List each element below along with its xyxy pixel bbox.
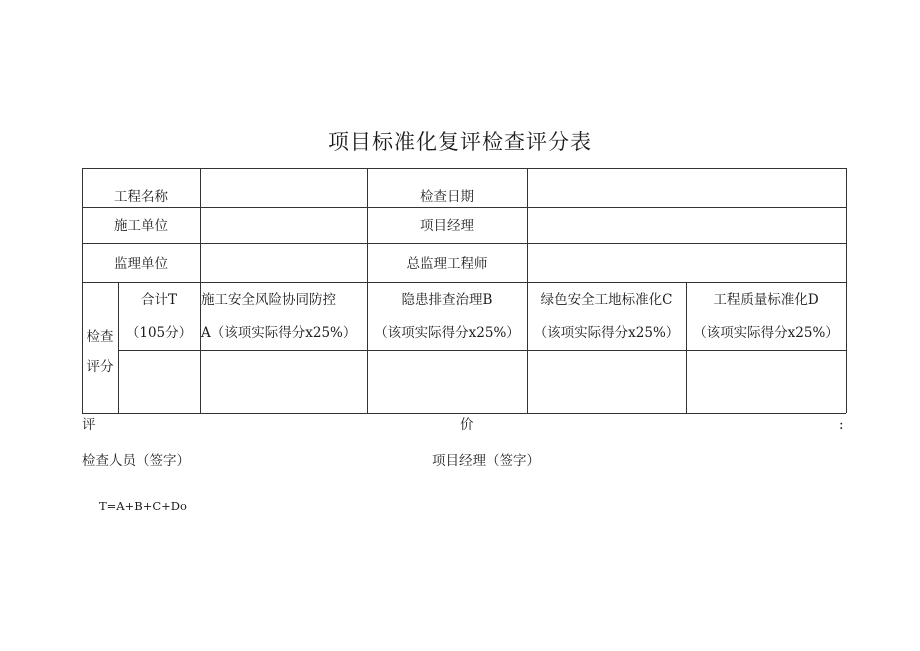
item-c-header-line2: （该项实际得分x25%） (533, 325, 680, 341)
evaluation-label-char2: 价 (460, 417, 474, 433)
item-b-header-line2: （该项实际得分x25%） (374, 325, 520, 341)
total-header-line1: 合计T (140, 292, 177, 308)
total-header-line2: （105分） (125, 325, 193, 341)
project-name-label: 工程名称 (114, 189, 168, 205)
score-row-label-line2: 评分 (86, 359, 114, 375)
item-b-header-line1: 隐患排查治理B (401, 292, 493, 308)
chief-supervisor-label: 总监理工程师 (406, 256, 488, 272)
item-d-header-line2: （该项实际得分x25%） (693, 325, 839, 341)
score-row-label-line1: 检查 (86, 329, 114, 345)
table-border-right (846, 168, 847, 413)
evaluation-colon: : (839, 417, 844, 433)
form-title: 项目标准化复评检查评分表 (328, 130, 592, 154)
construction-unit-label: 施工单位 (114, 218, 168, 234)
row-divider (82, 243, 846, 244)
table-border-top (82, 168, 846, 169)
row-divider (82, 282, 846, 283)
inspector-signature-label: 检查人员（签字） (82, 453, 190, 469)
supervision-unit-label: 监理单位 (114, 256, 168, 272)
manager-signature-label: 项目经理（签字） (432, 453, 540, 469)
item-d-header-line1: 工程质量标准化D (713, 292, 819, 308)
row-divider (82, 207, 846, 208)
item-c-header-line1: 绿色安全工地标准化C (540, 292, 673, 308)
evaluation-label-char1: 评 (82, 417, 96, 433)
row-divider (118, 350, 846, 351)
project-manager-label: 项目经理 (420, 218, 474, 234)
table-border-bottom (82, 413, 846, 414)
item-a-header-line1: 施工安全风险协同防控 (201, 292, 336, 308)
item-a-header-line2: A（该项实际得分x25%） (201, 325, 357, 341)
inspection-date-label: 检查日期 (420, 189, 474, 205)
score-formula: T=A+B+C+Do (99, 499, 187, 513)
